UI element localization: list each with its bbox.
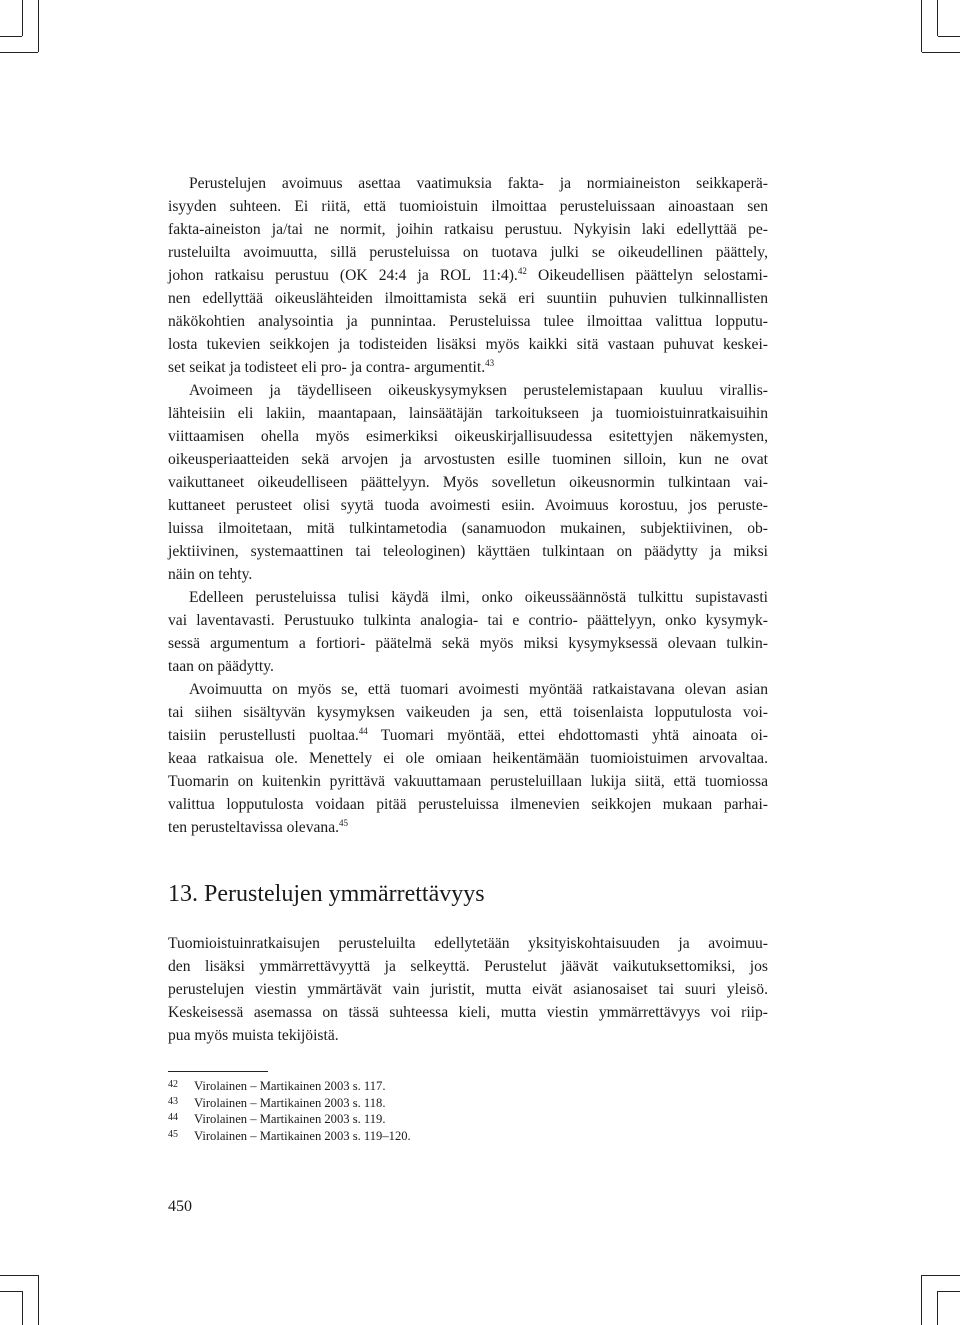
footnote-ref-45: 45 (339, 818, 349, 828)
text-segment: Tuomari myöntää, ettei ehdottomasti yhtä ainoata oi- (380, 727, 768, 744)
page-number: 450 (168, 1198, 192, 1215)
text-line: pua myös muista tekijöistä. (168, 1027, 339, 1044)
text-line: näkökohtien analysointia ja punnintaa. Perusteluissa tulee ilmoittaa valittua lopputu- (168, 313, 768, 330)
text-line (168, 264, 768, 287)
paragraph-1 (168, 172, 768, 379)
text-line: den lisäksi ymmärrettävyyttä ja selkeyttä. Perustelut jäävät vaikutuksettomiksi, jos (168, 958, 768, 975)
text-segment: set seikat ja todisteet eli pro- ja contra- argumentit. (168, 359, 486, 376)
text-line: perustelujen viestin ymmärtävät vain juristit, mutta eivät asianosaiset tai suuri yleisö. (168, 981, 768, 998)
text-line: lähteisiin eli lakiin, maantapaan, lainsäätäjän tarkoitukseen ja tuomioistuinratkaisuihin (168, 405, 768, 422)
footnote-item (168, 1110, 411, 1127)
text-line: Tuomarin on kuitenkin pyrittävä vakuuttamaan perusteluillaan lukija siitä, että tuomiossa (168, 773, 768, 790)
footnote-item (168, 1094, 411, 1111)
footnote-number: 42 (168, 1079, 178, 1090)
text-line: Edelleen perusteluissa tulisi käydä ilmi, onko oikeussäännöstä tulkittu supistavasti (189, 589, 768, 606)
text-line: näin on tehty. (168, 566, 253, 583)
text-line: keaa ratkaisua ole. Menettely ei ole omiaan heikentämään tuomioistuimen arvovaltaa. (168, 750, 768, 767)
text-line: nen edellyttää oikeuslähteiden ilmoittamista sekä eri suuntiin puhuvien tulkinnallisten (168, 290, 768, 307)
text-line: vaikuttaneet oikeudelliseen päättelyyn. Myös sovelletun oikeusnormin tulkintaan vai- (168, 474, 768, 491)
text-line: fakta-aineiston ja/tai ne normit, joihin ratkaisu perustuu. Nykyisin laki edellyttää pe- (168, 221, 768, 238)
text-segment: Oikeudellisen päättelyn selostami- (537, 267, 768, 284)
paragraph-3 (168, 586, 768, 678)
section-paragraph (168, 932, 768, 1047)
footnotes (168, 1077, 411, 1143)
text-line: sessä argumentum a fortiori- päätelmä sekä myös miksi kysymyksessä olevaan tulkin- (168, 635, 768, 652)
footnote-text: Virolainen – Martikainen 2003 s. 119–120. (194, 1128, 411, 1143)
footnote-item (168, 1077, 411, 1094)
text-line (168, 816, 768, 839)
footnote-text: Virolainen – Martikainen 2003 s. 119. (194, 1112, 386, 1126)
footnote-number: 45 (168, 1128, 178, 1140)
footnote-ref-44: 44 (358, 726, 368, 736)
footnote-text: Virolainen – Martikainen 2003 s. 118. (194, 1095, 386, 1110)
text-line: isyyden suhteen. Ei riitä, että tuomioistuin ilmoittaa perusteluissaan ainoastaan sen (168, 198, 768, 215)
text-line: jektiivinen, systemaattinen tai teleologinen) käyttäen tulkintaan on päädytty ja miksi (168, 543, 768, 560)
footnote-divider (168, 1071, 268, 1072)
paragraph-2 (168, 379, 768, 586)
footnote-item (168, 1127, 411, 1144)
text-line: Tuomioistuinratkaisujen perusteluilta edellytetään yksityiskohtaisuuden ja avoimuu- (168, 935, 768, 952)
footnote-number: 43 (168, 1095, 178, 1107)
text-line: losta tukevien seikkojen ja todisteiden lisäksi myös kaikki sitä vastaan puhuvat keskei- (168, 336, 768, 353)
text-line: oikeusperiaatteiden sekä arvojen ja arvostusten esille tuominen silloin, kun ne ovat (168, 451, 768, 468)
text-line: Avoimeen ja täydelliseen oikeuskysymyksen perustelemistapaan kuuluu virallis- (189, 382, 768, 399)
text-segment: johon ratkaisu perustuu (OK 24:4 ja ROL 11:4). (168, 267, 518, 284)
section-heading: 13. Perustelujen ymmärrettävyys (168, 881, 485, 907)
text-line (168, 356, 768, 379)
footnote-text: Virolainen – Martikainen 2003 s. 117. (194, 1079, 386, 1093)
text-line: tai siihen sisältyvän kysymyksen vaikeuden ja sen, että toisenlaista lopputulosta voi- (168, 704, 768, 721)
text-line: valittua lopputulosta voidaan pitää perusteluissa ilmenevien seikkojen mukaan parhai- (168, 796, 768, 813)
text-line: kuttaneet perusteet olisi syytä tuoda avoimesti esiin. Avoimuus korostuu, jos peruste- (168, 497, 768, 514)
text-line: rusteluilta avoimuutta, sillä perusteluissa on tuotava julki se oikeudellinen päättely, (168, 244, 768, 261)
text-line: Avoimuutta on myös se, että tuomari avoimesti myöntää ratkaistavana olevan asian (189, 681, 768, 698)
paragraph-4 (168, 678, 768, 839)
text-line: taan on päädytty. (168, 658, 274, 675)
body-text (168, 172, 768, 839)
text-line (168, 724, 768, 747)
footnote-ref-43: 43 (485, 358, 495, 368)
footnote-number: 44 (168, 1112, 178, 1123)
text-segment: ten perusteltavissa olevana. (168, 819, 340, 836)
text-line: Keskeisessä asemassa on tässä suhteessa kieli, mutta viestin ymmärrettävyys voi riip- (168, 1004, 768, 1021)
text-line: viittaamisen ohella myös esimerkiksi oikeuskirjallisuudessa esitettyjen näkemysten, (168, 428, 768, 445)
text-line: luissa ilmoitetaan, mitä tulkintametodia (sanamuodon mukainen, subjektiivinen, ob- (168, 520, 768, 537)
footnote-ref-42: 42 (517, 266, 527, 276)
text-line: vai laventavasti. Perustuuko tulkinta analogia- tai e contrio- päättelyyn, onko kysymyk- (168, 612, 768, 629)
text-line: Perustelujen avoimuus asettaa vaatimuksia fakta- ja normiaineiston seikkaperä- (189, 175, 768, 192)
text-segment: taisiin perustellusti puoltaa. (168, 727, 359, 744)
